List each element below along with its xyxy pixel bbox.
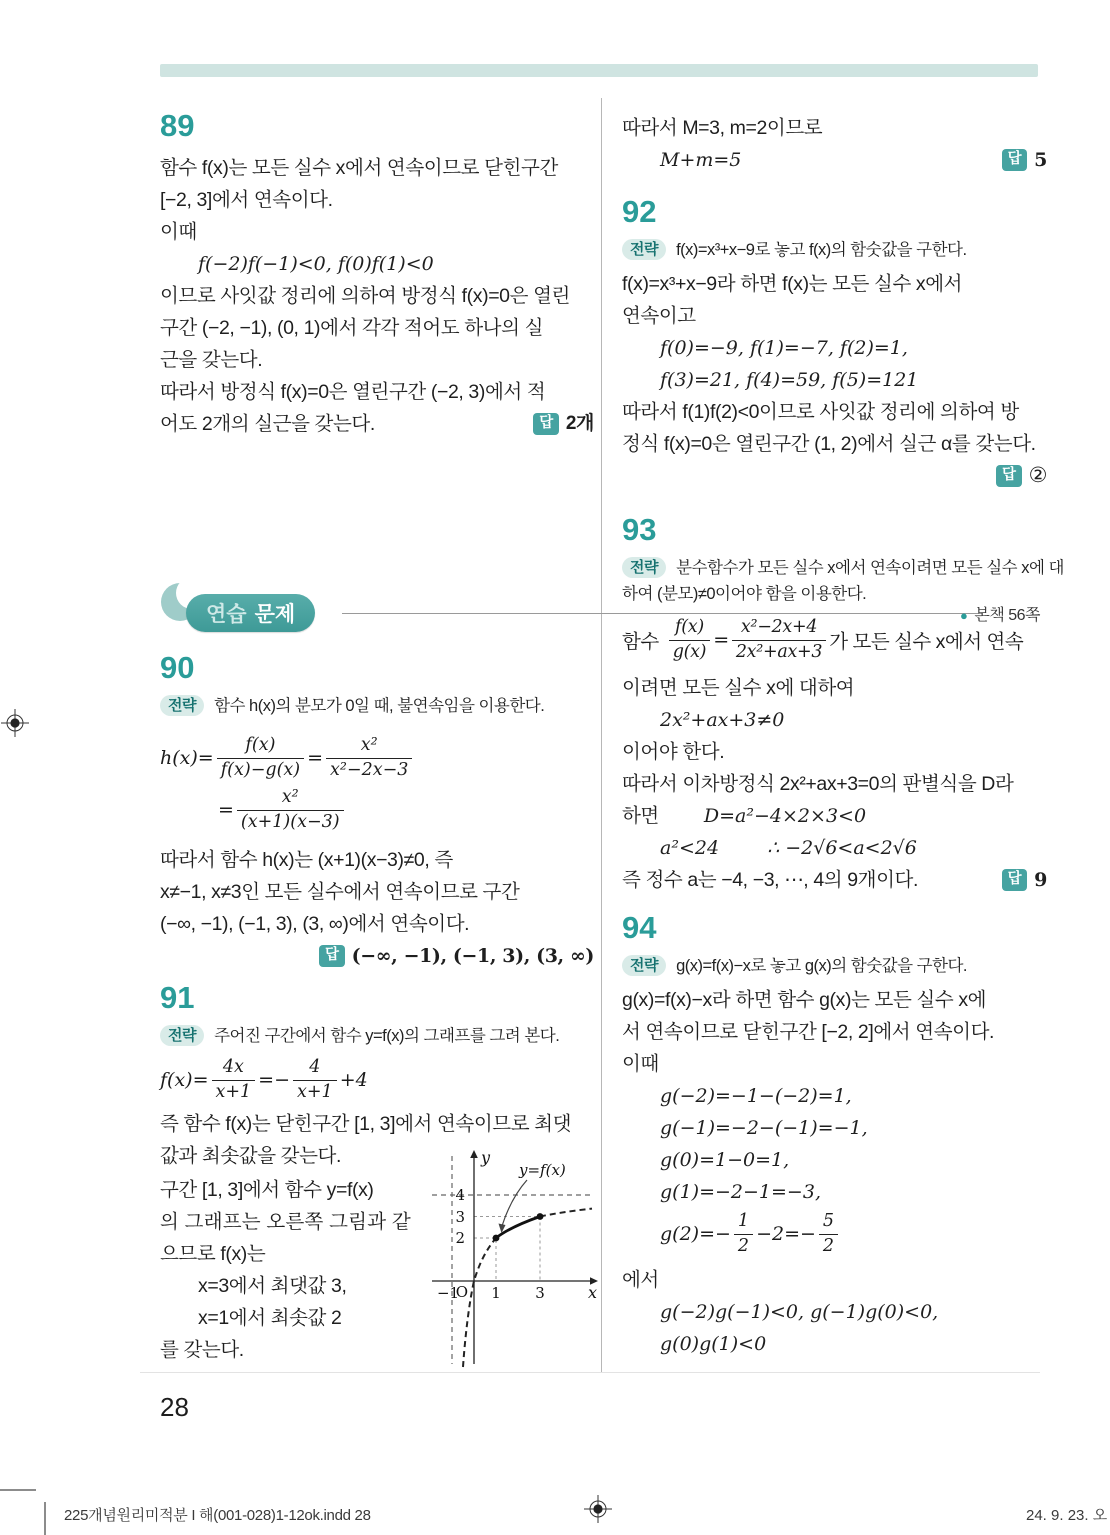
strategy-text: 하여 (분모)≠0이어야 함을 이용한다. — [622, 585, 867, 603]
y-axis-arrow — [470, 1150, 478, 1158]
equation — [160, 732, 594, 784]
footer-file-name: 225개념원리미적분 I 해(001-028)1-12ok.indd 28 — [64, 1507, 371, 1524]
fraction-denominator: f(x)−g(x) — [220, 759, 301, 780]
fraction — [217, 736, 304, 780]
answer-line — [160, 940, 594, 972]
body-line: 함수 f(x)는 모든 실수 x에서 연속이므로 닫힌구간 — [160, 157, 558, 179]
fraction-numerator: x²−2x+4 — [732, 618, 826, 641]
body-line: 에서 — [622, 1269, 659, 1291]
equation — [160, 1056, 594, 1104]
body-line: f(x)=x³+x−9라 하면 f(x)는 모든 실수 x에서 — [622, 273, 963, 295]
footer-date: 24. 9. 23. 오 — [1026, 1507, 1108, 1524]
answer-badge: 답 — [996, 465, 1022, 487]
problem-90 — [160, 652, 594, 972]
body-line: (−∞, −1), (−1, 3), (3, ∞)에서 연속이다. — [160, 913, 470, 935]
equation — [622, 612, 1047, 668]
x-tick-minus1: −1 — [436, 1284, 460, 1302]
function-graph — [424, 1146, 602, 1370]
strategy-line — [160, 1024, 594, 1050]
equals-sign: = — [713, 629, 729, 651]
problem-88-end — [622, 112, 1047, 176]
body-line: [−2, 3]에서 연속이다. — [160, 189, 333, 211]
answer — [1002, 144, 1047, 176]
strategy-line — [160, 694, 594, 720]
answer-line — [622, 144, 1047, 176]
body-line: 따라서 함수 h(x)는 (x+1)(x−3)≠0, 즉 — [160, 849, 453, 871]
strategy-badge: 전략 — [622, 955, 666, 976]
body-line: 구간 (−2, −1), (0, 1)에서 각각 적어도 하나의 실 — [160, 317, 544, 339]
fraction-denominator: (x+1)(x−3) — [240, 811, 340, 832]
math-line: f(0)=−9, f(1)=−7, f(2)=1, — [660, 337, 908, 359]
answer-line — [160, 408, 594, 440]
math-line: f(3)=21, f(4)=59, f(5)=121 — [660, 369, 919, 391]
problem-number: 89 — [160, 108, 195, 143]
fraction-numerator: 4x — [212, 1058, 256, 1081]
strategy-line — [622, 556, 1064, 582]
body-line: 서 연속이므로 닫힌구간 [−2, 2]에서 연속이다. — [622, 1021, 995, 1043]
strategy-badge: 전략 — [622, 557, 666, 578]
equation-lhs: g(2)=− — [660, 1223, 731, 1245]
guide-line — [474, 1217, 540, 1282]
y-axis-label: y — [481, 1148, 491, 1167]
strategy-text: f(x)=x³+x−9로 놓고 f(x)의 함숫값을 구한다. — [676, 241, 967, 259]
fraction-numerator: x² — [237, 788, 344, 811]
math-line: g(−2)=−1−(−2)=1, — [660, 1085, 852, 1107]
body-line: 따라서 이차방정식 2x²+ax+3=0의 판별식을 D라 — [622, 773, 1014, 795]
fraction-denominator: x+1 — [297, 1081, 333, 1102]
fraction — [326, 736, 412, 780]
body-line: 따라서 f(1)f(2)<0이므로 사잇값 정리에 의하여 방 — [622, 401, 1019, 423]
crop-mark-horizontal — [0, 1489, 36, 1491]
body-line: 어도 2개의 실근을 갖는다. — [160, 413, 375, 435]
math-line — [660, 832, 1047, 864]
equation-mid: =− — [258, 1069, 291, 1091]
body-line: 값과 최솟값을 갖는다. — [160, 1145, 341, 1167]
y-tick-4: 4 — [455, 1186, 465, 1204]
bullet-icon: ● — [960, 608, 968, 623]
body-line: 를 갖는다. — [160, 1339, 244, 1361]
guide-line — [474, 1238, 496, 1281]
fraction — [669, 618, 711, 662]
answer-line — [622, 864, 1047, 896]
endpoint-dot — [493, 1235, 500, 1242]
body-line: 즉 정수 a는 −4, −3, ⋯, 4의 9개이다. — [622, 869, 918, 891]
curve-label: y=f(x) — [519, 1161, 566, 1179]
body-line: 이므로 사잇값 정리에 의하여 방정식 f(x)=0은 열린 — [160, 285, 570, 307]
body-line: 이려면 모든 실수 x에 대하여 — [622, 677, 855, 699]
body-line: 따라서 M=3, m=2이므로 — [622, 117, 823, 139]
answer-badge: 답 — [533, 413, 559, 435]
answer-value: 9 — [1034, 869, 1047, 891]
answer-badge: 답 — [1002, 869, 1028, 891]
answer-badge: 답 — [1002, 149, 1028, 171]
y-tick-3: 3 — [455, 1208, 465, 1226]
problem-93 — [622, 512, 1064, 896]
fraction-numerator: 4 — [293, 1058, 337, 1081]
equation-pre-text: 함수 — [622, 631, 659, 653]
body-line: 연속이고 — [622, 305, 696, 327]
strategy-line — [622, 582, 1047, 608]
math-line: g(0)g(1)<0 — [660, 1333, 767, 1355]
equals-sign: = — [307, 747, 324, 769]
problem-92 — [622, 196, 1047, 492]
strategy-line — [622, 954, 1047, 980]
body-line: 근을 갖는다. — [160, 349, 263, 371]
fraction-numerator: 5 — [819, 1212, 838, 1235]
fraction-numerator: 1 — [734, 1212, 753, 1235]
math-line: f(−2)f(−1)<0, f(0)f(1)<0 — [198, 253, 434, 275]
body-line: 따라서 방정식 f(x)=0은 열린구간 (−2, 3)에서 적 — [160, 381, 546, 403]
fraction — [293, 1058, 337, 1102]
fraction-denominator: x+1 — [215, 1081, 252, 1102]
answer-value: (−∞, −1), (−1, 3), (3, ∞) — [351, 945, 594, 967]
problem-89 — [160, 110, 594, 440]
body-line: 으므로 f(x)는 — [160, 1243, 266, 1265]
practice-problems-pill — [186, 594, 315, 632]
problem-number: 92 — [622, 194, 657, 229]
problem-91 — [160, 980, 598, 1372]
answer-badge: 답 — [319, 945, 345, 967]
equation — [660, 1208, 1047, 1260]
problem-94 — [622, 912, 1047, 1360]
endpoint-dot — [537, 1213, 544, 1220]
problem-number: 90 — [160, 650, 195, 685]
book-page-reference-text: 본책 56쪽 — [974, 607, 1040, 624]
equation-lhs: h(x)= — [160, 747, 214, 769]
body-line: 이때 — [622, 1053, 659, 1075]
registration-mark — [1, 709, 29, 737]
answer-value: ② — [1028, 464, 1047, 487]
fraction — [732, 618, 826, 662]
crop-mark-vertical — [44, 1502, 46, 1535]
fraction-denominator: 2x²+ax+3 — [735, 641, 823, 662]
math-line: 2x²+ax+3≠0 — [660, 709, 785, 731]
strategy-text: g(x)=f(x)−x로 놓고 g(x)의 함숫값을 구한다. — [676, 957, 968, 975]
x-axis-label: x — [588, 1283, 598, 1302]
equation-lhs: f(x)= — [160, 1069, 209, 1091]
strategy-badge: 전략 — [622, 239, 666, 260]
strategy-text: 함수 h(x)의 분모가 0일 때, 불연속임을 이용한다. — [214, 697, 545, 715]
strategy-text: 주어진 구간에서 함수 y=f(x)의 그래프를 그려 본다. — [214, 1027, 560, 1045]
strategy-badge: 전략 — [160, 695, 204, 716]
body-line — [622, 800, 1047, 832]
math-text: ∴ −2√6<a<2√6 — [767, 837, 917, 859]
answer-value: 5 — [1034, 149, 1047, 171]
body-line: 의 그래프는 오른쪽 그림과 같 — [160, 1211, 411, 1233]
fraction-denominator: x²−2x−3 — [330, 759, 409, 780]
fraction — [734, 1212, 753, 1256]
body-line: g(x)=f(x)−x라 하면 함수 g(x)는 모든 실수 x에 — [622, 989, 987, 1011]
math-text: a²<24 — [660, 837, 720, 859]
x-tick-3: 3 — [535, 1284, 545, 1302]
label-pointer-arrow — [502, 1180, 527, 1226]
fraction-numerator: f(x) — [217, 736, 304, 759]
body-line: x≠−1, x≠3인 모든 실수에서 연속이므로 구간 — [160, 881, 520, 903]
page-number: 28 — [160, 1392, 189, 1422]
body-line: x=1에서 최솟값 2 — [198, 1307, 342, 1329]
fraction-denominator: g(x) — [672, 641, 707, 662]
equation-mid: −2=− — [756, 1223, 816, 1245]
fraction-numerator: x² — [326, 736, 412, 759]
math-text: D=a²−4×2×3<0 — [703, 805, 867, 827]
answer-line — [622, 460, 1047, 492]
body-line: 이때 — [160, 221, 197, 243]
equation — [218, 784, 594, 836]
curve-dashed-left — [463, 1238, 496, 1367]
content-bottom-rule — [140, 1372, 1040, 1373]
math-line: g(−1)=−2−(−1)=−1, — [660, 1117, 868, 1139]
math-line: g(0)=1−0=1, — [660, 1149, 790, 1171]
body-line: 즉 함수 f(x)는 닫힌구간 [1, 3]에서 연속이므로 최댓 — [160, 1113, 572, 1135]
answer — [1002, 864, 1047, 896]
equation-tail-text: 가 모든 실수 x에서 연속 — [829, 631, 1024, 653]
fraction-denominator: 2 — [737, 1235, 750, 1256]
math-line: M+m=5 — [660, 149, 742, 171]
fraction-denominator: 2 — [822, 1235, 835, 1256]
problem-number: 91 — [160, 980, 195, 1015]
origin-label: O — [455, 1283, 468, 1301]
pill-label-problems: 문제 — [254, 603, 296, 626]
answer — [533, 408, 594, 440]
body-text: 하면 — [622, 805, 659, 827]
x-tick-1: 1 — [491, 1284, 501, 1302]
curve-dashed-right — [540, 1209, 592, 1217]
math-line: g(−2)g(−1)<0, g(−1)g(0)<0, — [660, 1301, 939, 1323]
fraction — [819, 1212, 838, 1256]
section-top-bar — [160, 64, 1038, 77]
body-line: 구간 [1, 3]에서 함수 y=f(x) — [160, 1179, 374, 1201]
body-line: 정식 f(x)=0은 열린구간 (1, 2)에서 실근 α를 갖는다. — [622, 433, 1036, 455]
fraction — [212, 1058, 256, 1102]
math-line: g(1)=−2−1=−3, — [660, 1181, 821, 1203]
strategy-line — [622, 238, 1047, 264]
y-tick-2: 2 — [455, 1229, 465, 1247]
problem-number: 94 — [622, 910, 657, 945]
answer-value: 2개 — [565, 413, 594, 434]
fraction — [237, 788, 344, 832]
strategy-text: 분수함수가 모든 실수 x에서 연속이려면 모든 실수 x에 대 — [676, 559, 1064, 577]
equation-tail: +4 — [339, 1069, 368, 1091]
body-line: 이어야 한다. — [622, 741, 725, 763]
equals-sign: = — [218, 799, 234, 821]
fraction-numerator: f(x) — [669, 618, 711, 641]
pill-label-practice: 연습 — [206, 603, 247, 626]
problem-number: 93 — [622, 512, 657, 547]
body-line: x=3에서 최댓값 3, — [198, 1275, 347, 1297]
registration-mark — [584, 1495, 612, 1523]
strategy-badge: 전략 — [160, 1025, 204, 1046]
